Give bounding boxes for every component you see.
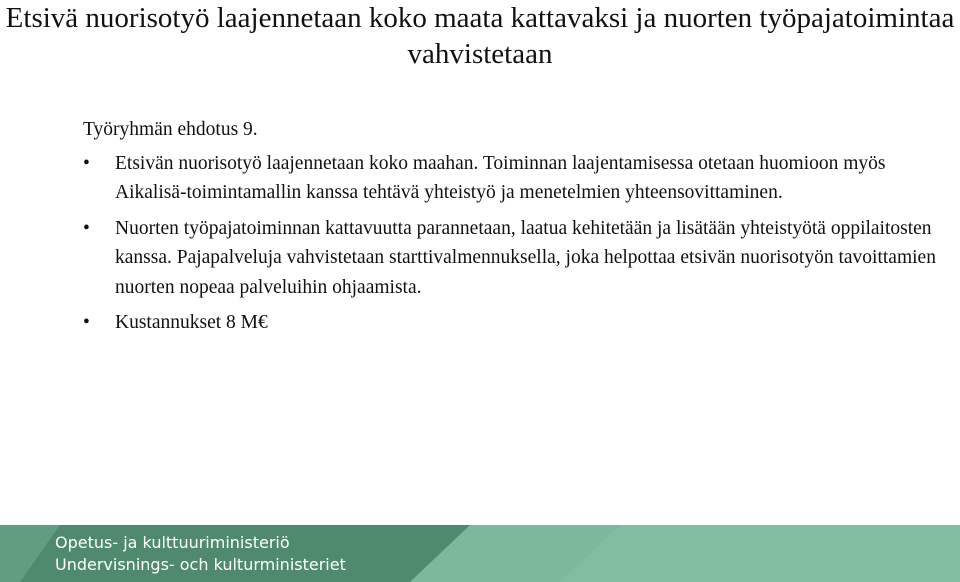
slide-title: Etsivä nuorisotyö laajennetaan koko maata kattavaksi ja nuorten työpajatoimintaa vahvistetaan bbox=[5, 2, 955, 70]
list-item-text: Etsivän nuorisotyö laajennetaan koko maahan. Toiminnan laajentamisessa otetaan huomioon myös Aikalisä-toimintamallin kanssa tehtävä yhteistyö ja menetelmien yhteensovittaminen. bbox=[115, 152, 886, 203]
ministry-name-swedish: Undervisnings- och kulturministeriet bbox=[55, 555, 346, 574]
footer-light-band-inner bbox=[560, 525, 960, 582]
list-item bbox=[83, 308, 953, 338]
bullet-list bbox=[83, 149, 953, 338]
bullet-marker: • bbox=[83, 152, 90, 174]
list-item bbox=[83, 214, 953, 303]
bullet-marker: • bbox=[83, 217, 90, 239]
list-item-text: Nuorten työpajatoiminnan kattavuutta parannetaan, laatua kehitetään ja lisätään yhteistyötä oppilaitosten kanssa. Pajapalveluja vahvistetaan starttivalmennuksella, joka helpottaa etsivän nuorisotyön tavoittamien nuorten nopeaa palveluihin ohjaamista. bbox=[115, 217, 936, 298]
list-item bbox=[83, 149, 953, 208]
ministry-name bbox=[55, 532, 346, 576]
bullet-marker: • bbox=[83, 312, 90, 333]
slide-content bbox=[83, 115, 953, 344]
intro-text: Työryhmän ehdotus 9. bbox=[83, 119, 258, 140]
list-item-text: Kustannukset 8 M€ bbox=[115, 312, 268, 333]
ministry-name-finnish: Opetus- ja kulttuuriministeriö bbox=[55, 533, 290, 552]
ministry-footer-banner bbox=[0, 525, 960, 582]
